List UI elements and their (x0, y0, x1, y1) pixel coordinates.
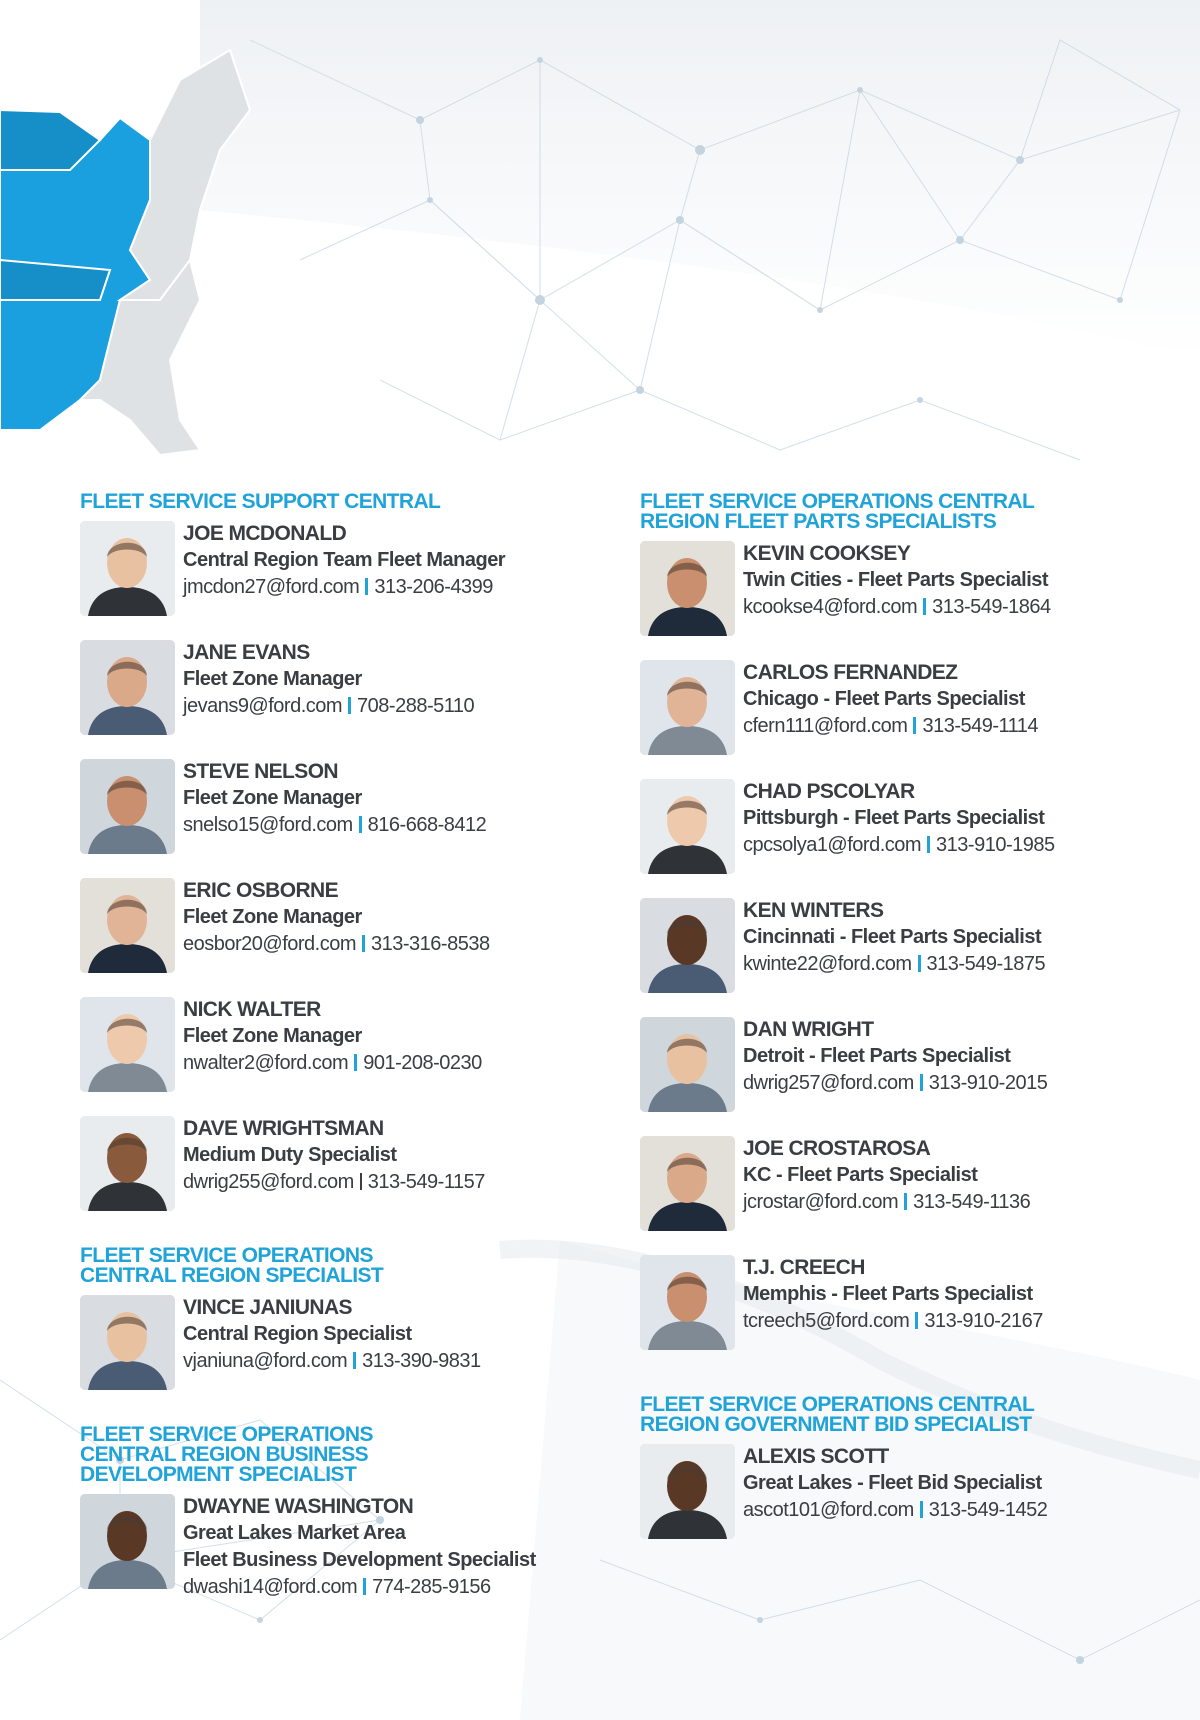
person-role: Great Lakes - Fleet Bid Specialist (743, 1472, 1042, 1494)
left-column (80, 492, 600, 1621)
contact-info (743, 1135, 1163, 1216)
phone-number[interactable]: 816-668-8412 (367, 814, 487, 836)
person-photo (80, 1295, 175, 1390)
person-name: DAN WRIGHT (743, 1018, 874, 1041)
person-name: KEN WINTERS (743, 899, 884, 922)
email-link[interactable]: dwashi14@ford.com (183, 1576, 358, 1598)
email-link[interactable]: jmcdon27@ford.com (183, 576, 360, 598)
person-photo (640, 1136, 735, 1231)
person-photo (640, 779, 735, 874)
contact-line (183, 1574, 603, 1601)
person-role: Fleet Zone Manager (183, 906, 362, 928)
gov-bid-list (640, 1441, 1160, 1560)
contact-info (183, 639, 603, 720)
person-role: Great Lakes Market Area (183, 1522, 406, 1544)
person-name: ALEXIS SCOTT (743, 1445, 889, 1468)
section-title-parts: FLEET SERVICE OPERATIONS CENTRAL REGION FLEET PARTS SPECIALISTS (640, 490, 1035, 533)
contact-info (743, 1016, 1163, 1097)
separator-bar (360, 1173, 362, 1190)
separator-bar (348, 697, 351, 714)
contact-info (743, 778, 1163, 859)
person-role: Chicago - Fleet Parts Specialist (743, 688, 1025, 710)
phone-number[interactable]: 313-910-1985 (936, 834, 1055, 856)
email-link[interactable]: vjaniuna@ford.com (183, 1350, 348, 1372)
email-link[interactable]: cpcsolya1@ford.com (743, 834, 922, 856)
contact-line (743, 1308, 1163, 1335)
person-role: Fleet Zone Manager (183, 1025, 362, 1047)
person-role: Twin Cities - Fleet Parts Specialist (743, 569, 1049, 591)
person-photo (80, 1494, 175, 1589)
person-role: Detroit - Fleet Parts Specialist (743, 1045, 1011, 1067)
person-name: T.J. CREECH (743, 1256, 865, 1279)
phone-number[interactable]: 313-549-1136 (913, 1191, 1031, 1213)
person-photo (80, 878, 175, 973)
separator-bar (362, 935, 365, 952)
email-link[interactable]: nwalter2@ford.com (183, 1052, 349, 1074)
separator-bar (904, 1193, 907, 1210)
person-role: Central Region Specialist (183, 1323, 412, 1345)
contact-line (183, 931, 603, 958)
contact-info (183, 758, 603, 839)
person-photo (80, 640, 175, 735)
person-name: DWAYNE WASHINGTON (183, 1495, 414, 1518)
person-role: Pittsburgh - Fleet Parts Specialist (743, 807, 1045, 829)
person-name: CHAD PSCOLYAR (743, 780, 915, 803)
email-link[interactable]: dwrig255@ford.com (183, 1171, 354, 1193)
contact-line (183, 1169, 603, 1196)
contact-info (743, 659, 1163, 740)
person-role: Central Region Team Fleet Manager (183, 549, 506, 571)
person-role: KC - Fleet Parts Specialist (743, 1164, 978, 1186)
separator-bar (354, 1054, 357, 1071)
contact-info (743, 1254, 1163, 1335)
person-role: Fleet Zone Manager (183, 668, 362, 690)
contact-info (183, 1294, 603, 1375)
person-name: STEVE NELSON (183, 760, 338, 783)
phone-number[interactable]: 313-316-8538 (371, 933, 490, 955)
contact-card (640, 538, 1160, 657)
contact-info (743, 897, 1163, 978)
contact-info (743, 540, 1163, 621)
section-title-gov-bid: FLEET SERVICE OPERATIONS CENTRAL REGION GOVERNMENT BID SPECIALIST (640, 1393, 1035, 1436)
person-name: JOE CROSTAROSA (743, 1137, 931, 1160)
right-column (640, 492, 1160, 1560)
contact-card (80, 1113, 600, 1232)
contact-card (640, 1133, 1160, 1252)
business-dev-list (80, 1491, 600, 1621)
phone-number[interactable]: 708-288-5110 (357, 695, 475, 717)
contact-info (183, 996, 603, 1077)
contact-line (743, 594, 1163, 621)
contact-card (80, 875, 600, 994)
person-name: DAVE WRIGHTSMAN (183, 1117, 384, 1140)
contact-line (183, 1348, 603, 1375)
person-photo (80, 997, 175, 1092)
person-photo (640, 898, 735, 993)
email-link[interactable]: jcrostar@ford.com (743, 1191, 899, 1213)
contact-card (640, 1014, 1160, 1133)
phone-number[interactable]: 901-208-0230 (363, 1052, 482, 1074)
phone-number[interactable]: 313-549-1864 (932, 596, 1051, 618)
email-link[interactable]: snelso15@ford.com (183, 814, 353, 836)
contact-card (640, 657, 1160, 776)
contact-card (80, 756, 600, 875)
person-name: JANE EVANS (183, 641, 310, 664)
contact-line (743, 1070, 1163, 1097)
contact-line (743, 1189, 1163, 1216)
person-role: Medium Duty Specialist (183, 1144, 397, 1166)
phone-number[interactable]: 774-285-9156 (372, 1576, 491, 1598)
contact-info (743, 1443, 1163, 1524)
email-link[interactable]: eosbor20@ford.com (183, 933, 357, 955)
person-photo (80, 759, 175, 854)
phone-number[interactable]: 313-206-4399 (374, 576, 493, 598)
contact-card (640, 776, 1160, 895)
contact-info (183, 1115, 603, 1196)
parts-list (640, 538, 1160, 1371)
separator-bar (363, 1578, 366, 1595)
person-photo (80, 521, 175, 616)
email-link[interactable]: cfern111@ford.com (743, 715, 908, 737)
person-role: Fleet Zone Manager (183, 787, 362, 809)
contact-info (183, 520, 603, 601)
separator-bar (353, 1352, 356, 1369)
person-name: NICK WALTER (183, 998, 321, 1021)
email-link[interactable]: kcookse4@ford.com (743, 596, 918, 618)
section-title-support: FLEET SERVICE SUPPORT CENTRAL (80, 490, 441, 513)
contact-line (183, 693, 603, 720)
person-role: Cincinnati - Fleet Parts Specialist (743, 926, 1042, 948)
email-link[interactable]: ascot101@ford.com (743, 1499, 914, 1521)
phone-number[interactable]: 313-910-2015 (928, 1072, 1048, 1094)
region-specialist-list (80, 1292, 600, 1411)
email-link[interactable]: dwrig257@ford.com (743, 1072, 914, 1094)
contact-card (80, 518, 600, 637)
separator-bar (918, 955, 921, 972)
person-role: Fleet Business Development Specialist (183, 1549, 536, 1571)
contact-line (183, 812, 603, 839)
phone-number[interactable]: 313-549-1875 (926, 953, 1046, 975)
person-name: JOE MCDONALD (183, 522, 347, 545)
separator-bar (915, 1312, 918, 1329)
support-list (80, 518, 600, 1232)
person-photo (640, 1255, 735, 1350)
contact-card (80, 1292, 600, 1411)
contact-line (743, 832, 1163, 859)
contact-card (80, 994, 600, 1113)
person-name: ERIC OSBORNE (183, 879, 338, 902)
contact-info (183, 1493, 603, 1601)
separator-bar (913, 717, 916, 734)
phone-number[interactable]: 313-910-2167 (924, 1310, 1043, 1332)
contact-card (640, 895, 1160, 1014)
contact-card (640, 1252, 1160, 1371)
contact-info (183, 877, 603, 958)
person-name: KEVIN COOKSEY (743, 542, 911, 565)
person-name: CARLOS FERNANDEZ (743, 661, 958, 684)
email-link[interactable]: kwinte22@ford.com (743, 953, 912, 975)
separator-bar (920, 1074, 923, 1091)
contact-card (80, 637, 600, 756)
person-photo (640, 1017, 735, 1112)
section-title-region-specialist: FLEET SERVICE OPERATIONS CENTRAL REGION SPECIALIST (80, 1244, 384, 1287)
phone-number[interactable]: 313-549-1452 (928, 1499, 1048, 1521)
contact-line (743, 713, 1163, 740)
contact-line (743, 1497, 1163, 1524)
person-name: VINCE JANIUNAS (183, 1296, 352, 1319)
section-title-business-dev: FLEET SERVICE OPERATIONS CENTRAL REGION BUSINESS DEVELOPMENT SPECIALIST (80, 1423, 373, 1486)
separator-bar (927, 836, 930, 853)
contact-line (743, 951, 1163, 978)
person-photo (640, 660, 735, 755)
separator-bar (359, 816, 362, 833)
contact-card (80, 1491, 600, 1621)
separator-bar (365, 578, 368, 595)
separator-bar (923, 598, 926, 615)
person-photo (80, 1116, 175, 1211)
email-link[interactable]: tcreech5@ford.com (743, 1310, 910, 1332)
contact-card (640, 1441, 1160, 1560)
email-link[interactable]: jevans9@ford.com (183, 695, 343, 717)
contact-line (183, 574, 603, 601)
separator-bar (920, 1501, 923, 1518)
phone-number[interactable]: 313-549-1114 (922, 715, 1039, 737)
person-photo (640, 541, 735, 636)
person-photo (640, 1444, 735, 1539)
phone-number[interactable]: 313-549-1157 (367, 1171, 485, 1193)
contact-line (183, 1050, 603, 1077)
person-role: Memphis - Fleet Parts Specialist (743, 1283, 1033, 1305)
phone-number[interactable]: 313-390-9831 (362, 1350, 481, 1372)
